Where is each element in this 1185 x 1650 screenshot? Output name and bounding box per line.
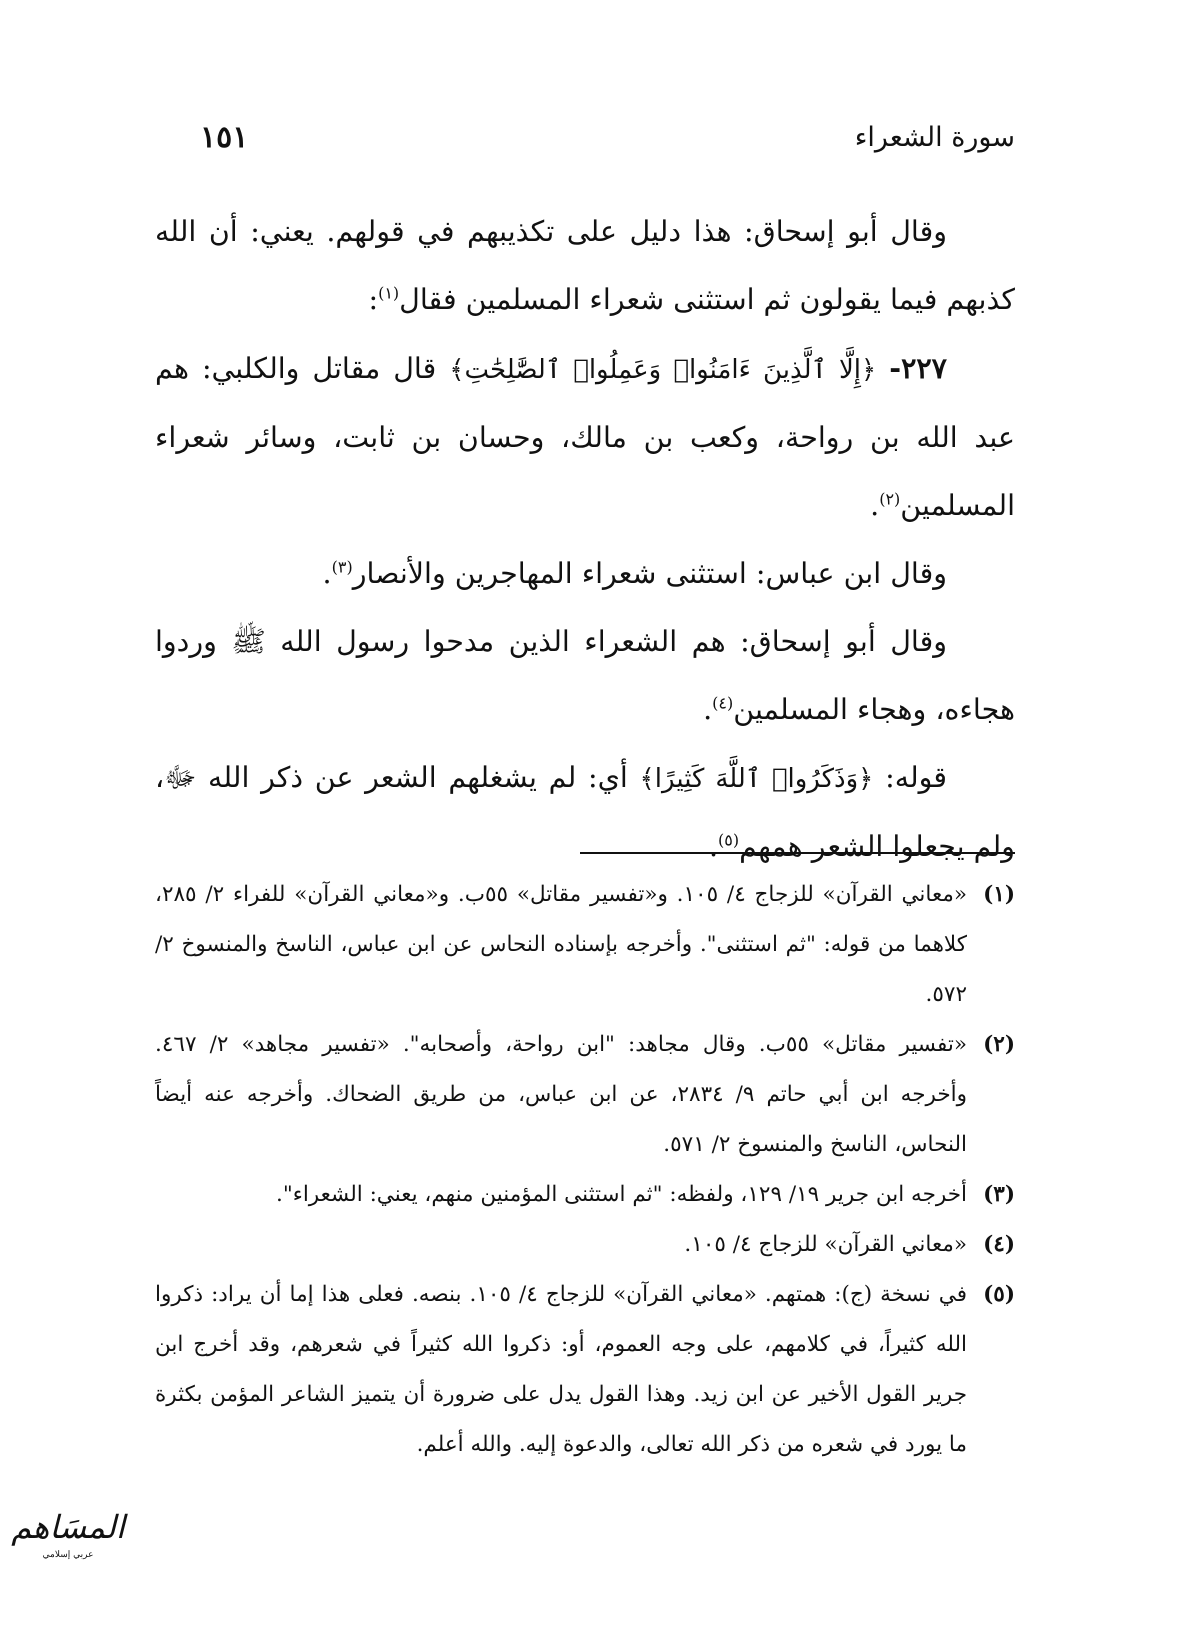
footnote-text: «معاني القرآن» للزجاج ٤/ ١٠٥. و«تفسير مقاتل» ٥٥ب. و«معاني القرآن» للفراء ٢/ ٢٨٥، كلاهما من قوله: "ثم استثنى". وأخرجه بإسناده النحاس عن ابن عباس، الناسخ والمنسوخ ٢/ ٥٧٢. <box>155 882 968 1007</box>
footnotes <box>155 870 1015 1470</box>
footnote-ref-2: (٢) <box>879 489 901 509</box>
logo-wordmark: المسَاهم <box>11 1508 125 1546</box>
page-number: ١٥١ <box>200 120 249 155</box>
quran-verse-2: ﴿وَذَكَرُوا۟ ٱللَّهَ كَثِيرًا﴾ <box>639 764 874 794</box>
footnote-ref-5: (٥) <box>718 830 740 850</box>
footnote-number: (١) <box>983 882 1015 907</box>
paragraph-4 <box>155 608 1015 744</box>
paragraph-1-text: وقال أبو إسحاق: هذا دليل على تكذيبهم في قولهم. يعني: أن الله كذبهم فيما يقولون ثم استثنى شعراء المسلمين فقال <box>155 215 1015 316</box>
quran-verse-1: ﴿إِلَّا ٱلَّذِينَ ءَامَنُوا۟ وَعَمِلُوا۟ ٱلصَّٰلِحَٰتِ﴾ <box>449 355 877 385</box>
footnote-number: (٢) <box>983 1032 1015 1057</box>
paragraph-3-tail: . <box>322 557 332 590</box>
logo-subtitle: عربي إسلامي <box>42 1550 94 1560</box>
paragraph-4-tail: . <box>703 693 713 726</box>
footnote-ref-3: (٣) <box>331 557 353 577</box>
footnote <box>155 1170 1015 1220</box>
paragraph-5-tail: . <box>708 830 719 863</box>
paragraph-5-text: أي: لم يشغلهم الشعر عن ذكر الله ﷻ، ولم يجعلوا الشعر همهم <box>155 761 1015 863</box>
footnote <box>155 1270 1015 1470</box>
paragraph-5 <box>155 744 1015 881</box>
publisher-logo <box>8 1505 128 1575</box>
footnote <box>155 1020 1015 1170</box>
paragraph-3 <box>155 540 1015 608</box>
footnote-number: (٥) <box>983 1282 1015 1307</box>
paragraph-4-text: وقال أبو إسحاق: هم الشعراء الذين مدحوا رسول الله ﷺ وردوا هجاءه، وهجاء المسلمين <box>155 625 1015 726</box>
footnote-number: (٣) <box>983 1182 1015 1207</box>
footnote-text: أخرجه ابن جرير ١٩/ ١٢٩، ولفظه: "ثم استثنى المؤمنين منهم، يعني: الشعراء". <box>275 1182 967 1207</box>
main-text <box>155 198 1015 881</box>
verse-number: ٢٢٧- <box>889 351 947 385</box>
footnote-text: «تفسير مقاتل» ٥٥ب. وقال مجاهد: "ابن رواحة، وأصحابه". «تفسير مجاهد» ٢/ ٤٦٧. وأخرجه ابن أبي حاتم ٩/ ٢٨٣٤، عن ابن عباس، من طريق الضحاك. وأخرجه عنه أيضاً النحاس، الناسخ والمنسوخ ٢/ ٥٧١. <box>155 1032 968 1157</box>
page-header <box>200 122 1015 166</box>
footnote-ref-4: (٤) <box>712 693 734 713</box>
footnote-ref-1: (١) <box>378 283 400 303</box>
footnote-text: «معاني القرآن» للزجاج ٤/ ١٠٥. <box>684 1232 967 1257</box>
paragraph-2-tail: . <box>870 489 880 522</box>
footnote-divider <box>580 852 1015 854</box>
footnote-number: (٤) <box>983 1232 1015 1257</box>
paragraph-5-prefix: قوله: <box>885 761 948 794</box>
surah-title: سورة الشعراء <box>854 122 1015 153</box>
footnote <box>155 870 1015 1020</box>
paragraph-1-tail: : <box>368 283 379 316</box>
paragraph-2 <box>155 334 1015 540</box>
paragraph-1 <box>155 198 1015 334</box>
paragraph-3-text: وقال ابن عباس: استثنى شعراء المهاجرين والأنصار <box>352 557 947 590</box>
footnote <box>155 1220 1015 1270</box>
paragraph-2-text: قال مقاتل والكلبي: هم عبد الله بن رواحة، وكعب بن مالك، وحسان بن ثابت، وسائر شعراء المسلمين <box>155 352 1015 522</box>
footnote-text: في نسخة (ج): همتهم. «معاني القرآن» للزجاج ٤/ ١٠٥. بنصه. فعلى هذا إما أن يراد: ذكروا الله كثيراً، في كلامهم، على وجه العموم، أو: ذكروا الله كثيراً في شعرهم، وقد أخرج ابن جرير القول الأخير عن ابن زيد. وهذا القول يدل على ضرورة أن يتميز الشاعر المؤمن بكثرة ما يورد في شعره من ذكر الله تعالى، والدعوة إليه. والله أعلم. <box>155 1282 967 1457</box>
